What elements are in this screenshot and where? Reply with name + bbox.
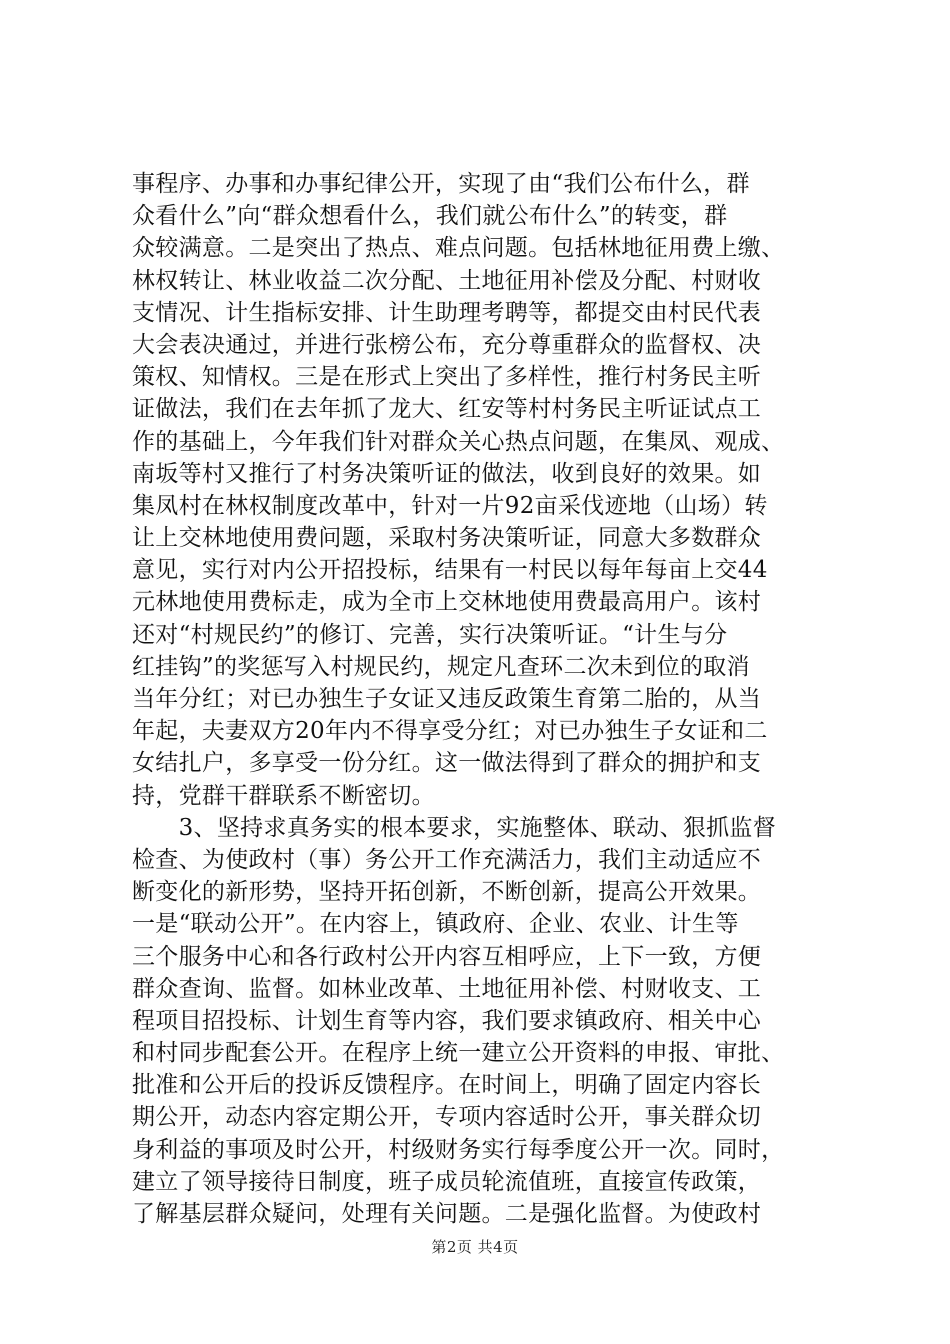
text-line: 年起，夫妻双方20年内不得享受分红；对已办独生子女证和二 (132, 718, 768, 745)
text-line: 集凤村在林权制度改革中，针对一片92亩采伐迹地（山场）转 (132, 492, 768, 519)
text-line: 身利益的事项及时公开，村级财务实行每季度公开一次。同时， (132, 1136, 785, 1163)
text-line: 众看什么”向“群众想看什么，我们就公布什么”的转变，群 (132, 203, 728, 230)
text-line: 当年分红；对已办独生子女证又违反政策生育第二胎的，从当 (132, 686, 762, 712)
page-footer: 第2页 共4页 (431, 1238, 519, 1256)
text-line: 证做法，我们在去年抓了龙大、红安等村村务民主听证试点工 (132, 396, 762, 423)
text-line: 意见，实行对内公开招投标，结果有一村民以每年每亩上交44 (132, 557, 768, 584)
text-line: 南坂等村又推行了村务决策听证的做法，收到良好的效果。如 (132, 460, 762, 487)
text-line: 一是“联动公开”。在内容上，镇政府、企业、农业、计生等 (132, 911, 739, 938)
text-line: 事程序、办事和办事纪律公开，实现了由“我们公布什么，群 (132, 171, 750, 197)
text-line: 了解基层群众疑问，处理有关问题。二是强化监督。为使政村 (132, 1201, 762, 1227)
text-line: 断变化的新形势，坚持开拓创新，不断创新，提高公开效果。 (132, 879, 762, 906)
text-line: 策权、知情权。三是在形式上突出了多样性，推行村务民主听 (132, 364, 762, 391)
text-line: 群众查询、监督。如林业改革、土地征用补偿、村财收支、工 (132, 975, 762, 1002)
text-line: 林权转让、林业收益二次分配、土地征用补偿及分配、村财收 (132, 267, 762, 294)
text-line: 支情况、计生指标安排、计生助理考聘等，都提交由村民代表 (132, 299, 762, 326)
text-line: 作的基础上，今年我们针对群众关心热点问题，在集凤、观成、 (132, 428, 785, 455)
text-line: 3、坚持求真务实的根本要求，实施整体、联动、狠抓监督 (132, 814, 777, 841)
text-line: 众较满意。二是突出了热点、难点问题。包括林地征用费上缴、 (132, 235, 785, 262)
text-line: 三个服务中心和各行政村公开内容互相呼应，上下一致，方便 (132, 943, 762, 970)
text-line: 红挂钩”的奖惩写入村规民约，规定凡查环二次未到位的取消 (132, 653, 750, 680)
text-line: 元林地使用费标走，成为全市上交林地使用费最高用户。该村 (132, 589, 762, 616)
text-line: 批准和公开后的投诉反馈程序。在时间上，明确了固定内容长 (132, 1072, 762, 1099)
text-line: 建立了领导接待日制度，班子成员轮流值班，直接宣传政策， (132, 1168, 762, 1195)
text-line: 和村同步配套公开。在程序上统一建立公开资料的申报、审批、 (132, 1040, 785, 1067)
text-line: 女结扎户，多享受一份分红。这一做法得到了群众的拥护和支 (132, 750, 762, 777)
text-line: 持，党群干群联系不断密切。 (132, 782, 435, 809)
text-line: 检查、为使政村（事）务公开工作充满活力，我们主动适应不 (132, 846, 762, 873)
document-body (132, 168, 828, 1230)
text-line: 大会表决通过，并进行张榜公布，充分尊重群众的监督权、决 (132, 331, 762, 358)
text-line: 让上交林地使用费问题，采取村务决策听证，同意大多数群众 (132, 525, 762, 552)
text-line: 期公开，动态内容定期公开，专项内容适时公开，事关群众切 (132, 1104, 762, 1131)
text-line: 还对“村规民约”的修订、完善，实行决策听证。“计生与分 (132, 621, 728, 648)
text-line: 程项目招投标、计划生育等内容，我们要求镇政府、相关中心 (132, 1007, 762, 1034)
